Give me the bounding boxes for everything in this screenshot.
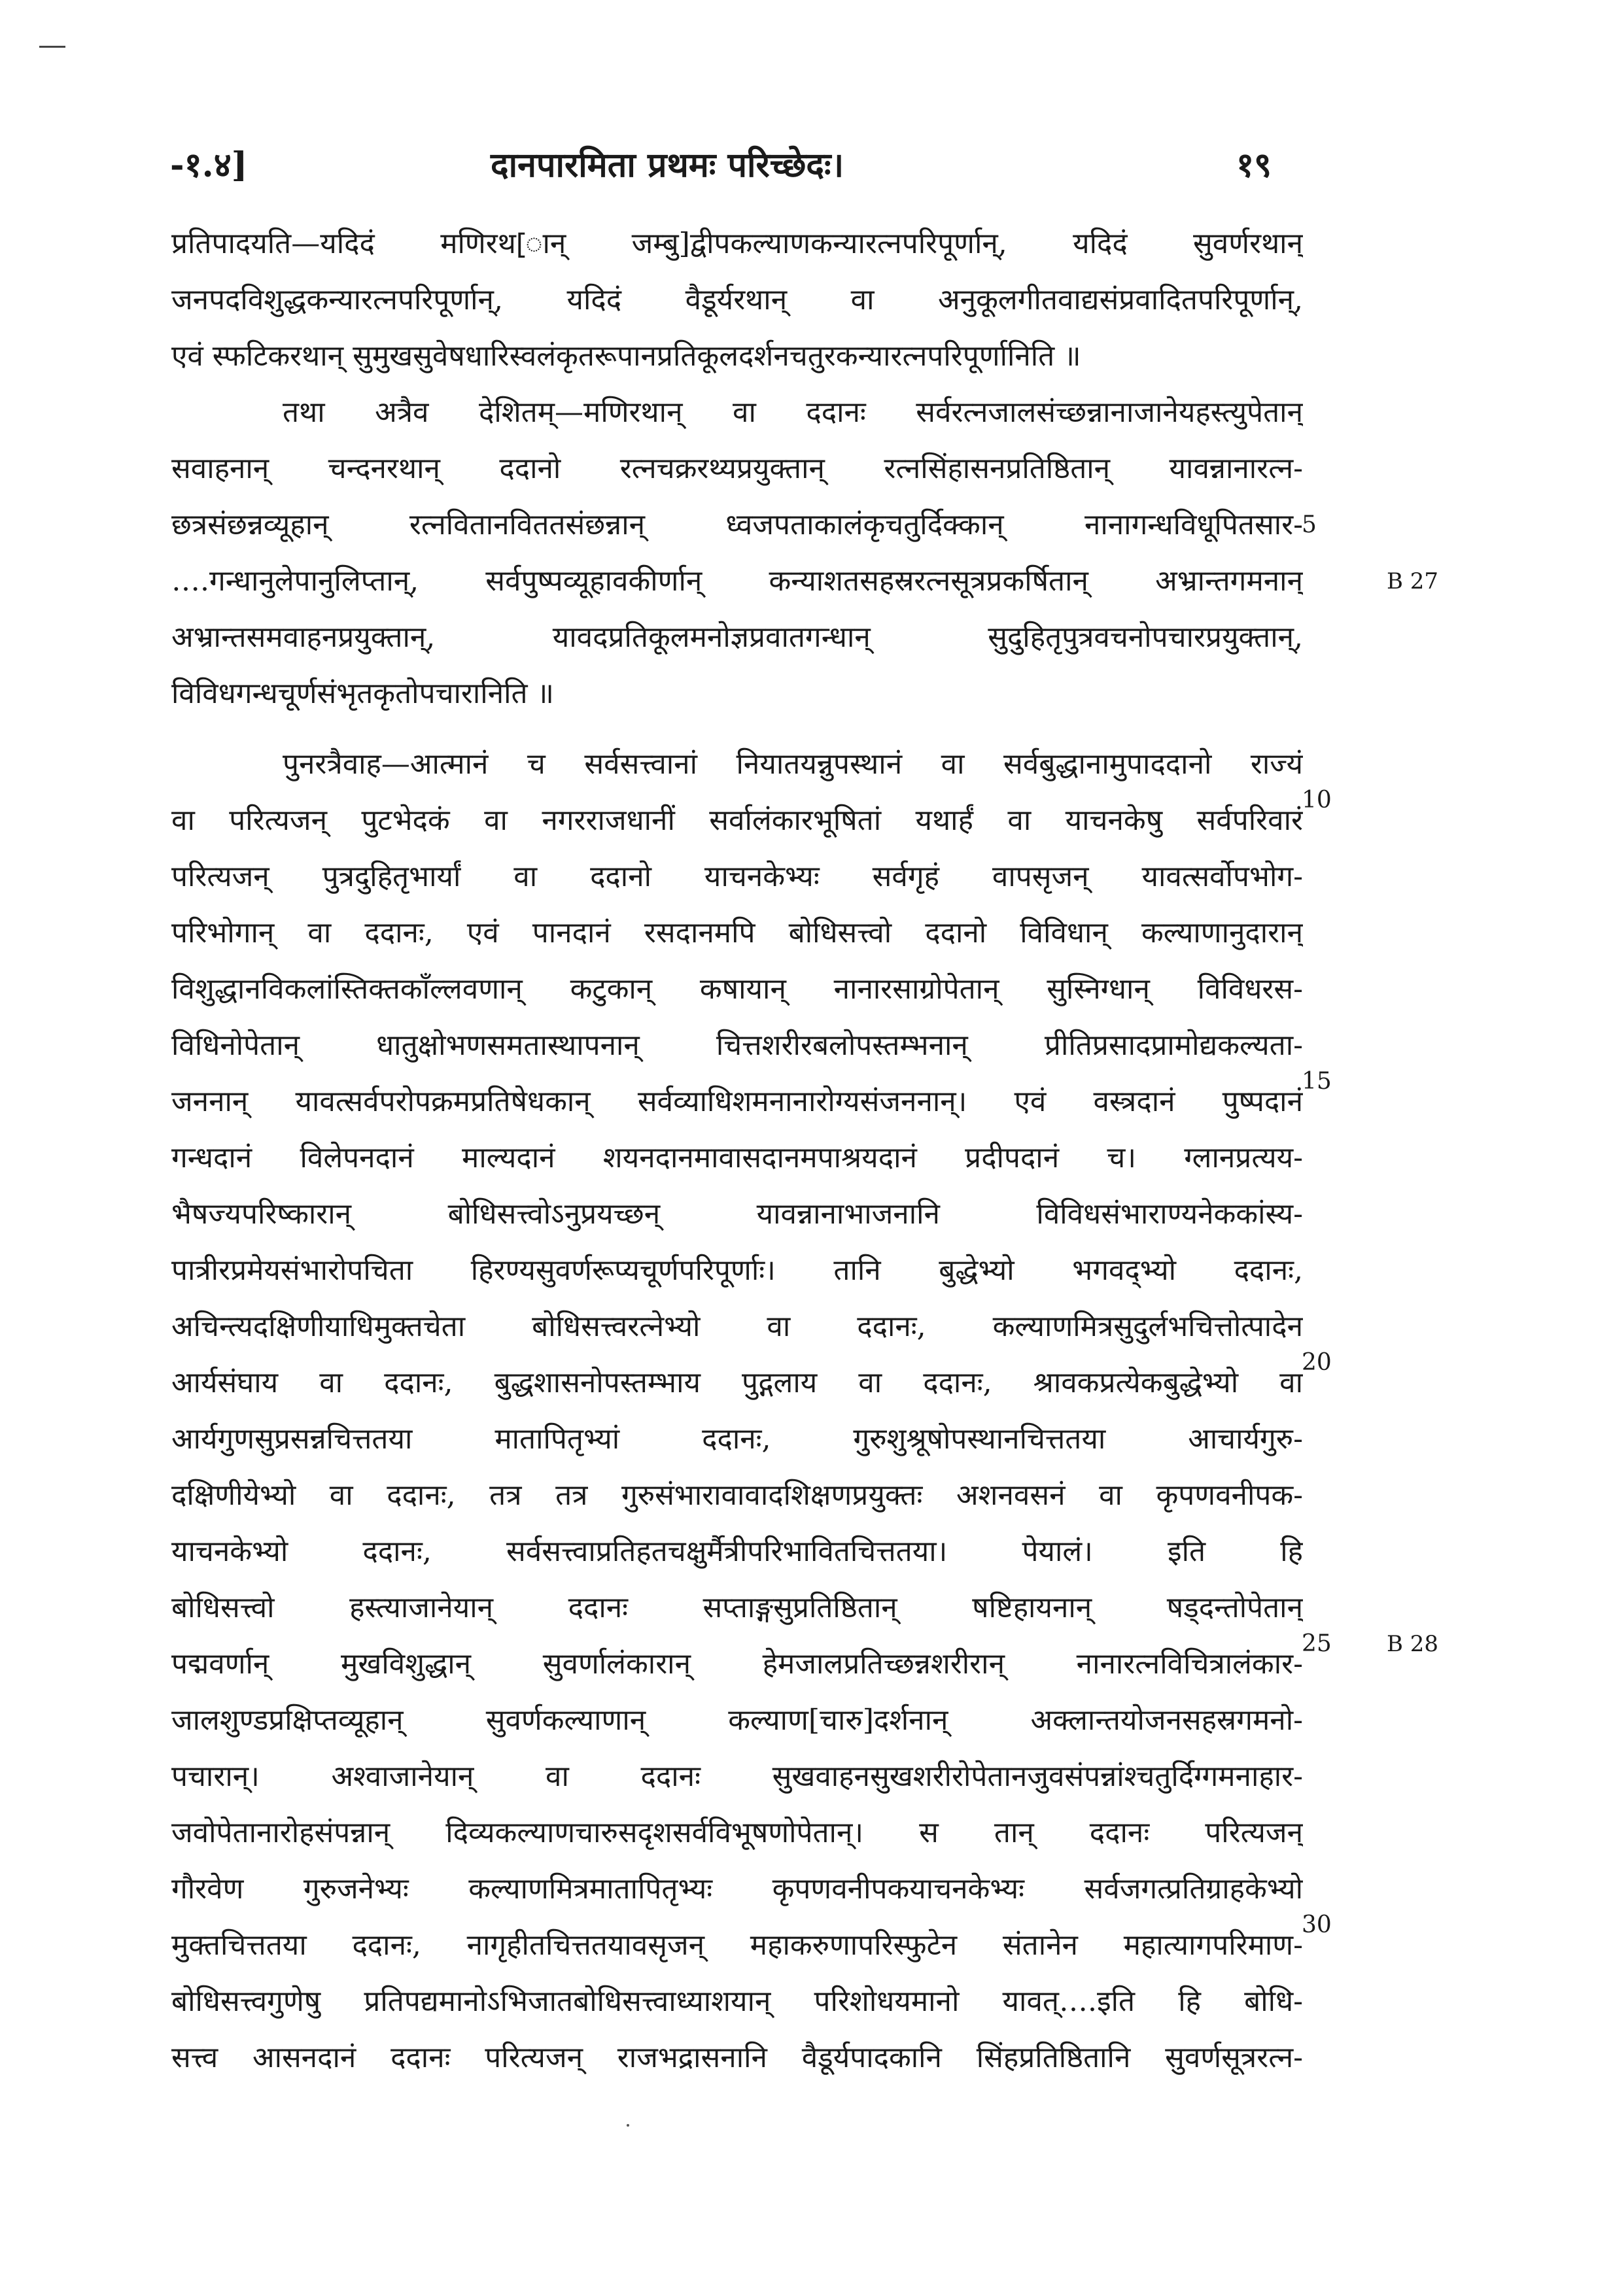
text-line: जननान् यावत्सर्वपरोपक्रमप्रतिषेधकान् सर्वव्याधिशमनानारोग्यसंजननान्। एवं वस्त्रदानं पुष्पदानं <box>171 1085 1303 1118</box>
text-line: मुक्तचित्ततया ददानः, नागृहीतचित्ततयावसृजन् महाकरुणापरिस्फुटेन संतानेन महात्यागपरिमाण- <box>171 1928 1303 1962</box>
text-line: गन्धदानं विलेपनदानं माल्यदानं शयनदानमावासदानमपाश्रयदानं प्रदीपदानं च। ग्लानप्रत्यय- <box>171 1141 1303 1174</box>
paragraph <box>171 736 1303 2086</box>
line-number: 15 <box>1302 1068 1332 1095</box>
body-text <box>171 216 1303 2086</box>
text-line: एवं स्फटिकरथान् सुमुखसुवेषधारिस्वलंकृतरूपानप्रतिकूलदर्शनचतुरकन्यारत्नपरिपूर्णानिति ॥ <box>171 339 1081 373</box>
text-line: भैषज्यपरिष्कारान् बोधिसत्त्वोऽनुप्रयच्छन् यावन्नानाभाजनानि विविधसंभाराण्यनेककांस्य- <box>171 1197 1303 1231</box>
text-line: विविधगन्धचूर्णसंभृतकृतोपचारानिति ॥ <box>171 677 554 710</box>
text-line: परिभोगान् वा ददानः, एवं पानदानं रसदानमपि बोधिसत्त्वो ददानो विविधान् कल्याणानुदारान् <box>171 916 1303 950</box>
text-line: वा परित्यजन् पुटभेदकं वा नगरराजधानीं सर्वालंकारभूषितां यथार्हं वा याचनकेषु सर्वपरिवारं <box>171 804 1303 837</box>
text-line: ….गन्धानुलेपानुलिप्तान्, सर्वपुष्पव्यूहावकीर्णान् कन्याशतसहस्ररत्नसूत्रप्रकर्षितान् अभ्रान्तगमनान् <box>171 564 1303 598</box>
paragraph <box>171 216 1303 385</box>
page-number: १९ <box>1236 145 1272 185</box>
text-line: परित्यजन् पुत्रदुहितृभार्यां वा ददानो याचनकेभ्यः सर्वगृहं वापसृजन् यावत्सर्वोपभोग- <box>171 860 1303 893</box>
text-line: जवोपेतानारोहसंपन्नान् दिव्यकल्याणचारुसदृशसर्वविभूषणोपेतान्। स तान् ददानः परित्यजन् <box>171 1816 1303 1849</box>
text-line: प्रतिपादयति—यदिदं मणिरथ[ान् जम्बु]द्वीपकल्याणकन्यारत्नपरिपूर्णान्, यदिदं सुवर्णरथान् <box>171 227 1303 260</box>
speck-mark <box>627 2124 629 2127</box>
text-line: सवाहनान् चन्दनरथान् ददानो रत्नचक्ररथ्यप्रयुक्तान् रत्नसिंहासनप्रतिष्ठितान् यावन्नानारत्न- <box>171 452 1303 485</box>
text-line: जनपदविशुद्धकन्यारत्नपरिपूर्णान्, यदिदं वैडूर्यरथान् वा अनुकूलगीतवाद्यसंप्रवादितपरिपूर्णान्, <box>171 283 1303 317</box>
paragraph <box>171 385 1303 722</box>
text-line: तथा अत्रैव देशितम्—मणिरथान् वा ददानः सर्वरत्नजालसंच्छन्नानाजानेयहस्त्युपेतान् <box>283 396 1303 429</box>
line-number: 20 <box>1302 1349 1332 1376</box>
text-line: जालशुण्डप्रक्षिप्तव्यूहान् सुवर्णकल्याणान् कल्याण[चारु]दर्शनान् अक्लान्तयोजनसहस्रगमनो- <box>171 1704 1303 1737</box>
text-line: बोधिसत्त्वो हस्त्याजानेयान् ददानः सप्ताङ्गसुप्रतिष्ठितान् षष्टिहायनान् षड्दन्तोपेतान् <box>171 1591 1303 1624</box>
text-line: पुनरत्रैवाह—आत्मानं च सर्वसत्त्वानां नियातयन्नुपस्थानं वा सर्वबुद्धानामुपाददानो राज्यं <box>283 747 1303 781</box>
section-number: -१.४] <box>170 145 248 185</box>
text-line: आर्यगुणसुप्रसन्नचित्ततया मातापितृभ्यां ददानः, गुरुशुश्रूषोपस्थानचित्ततया आचार्यगुरु- <box>171 1422 1303 1456</box>
line-number: 5 <box>1302 511 1317 538</box>
text-line: छत्रसंछन्नव्यूहान् रत्नवितानविततसंछन्नान् ध्वजपताकालंकृचतुर्दिक्कान् नानागन्धविधूपितसार- <box>171 508 1303 541</box>
text-line: पचारान्। अश्वाजानेयान् वा ददानः सुखवाहनसुखशरीरोपेतानजुवसंपन्नांश्चतुर्दिग्गमनाहार- <box>171 1760 1303 1793</box>
line-number: 30 <box>1302 1911 1332 1938</box>
corner-mark <box>39 46 65 48</box>
running-title: दानपारमिता प्रथमः परिच्छेदः। <box>491 145 844 185</box>
text-line: याचनकेभ्यो ददानः, सर्वसत्त्वाप्रतिहतचक्षुर्मैत्रीपरिभावितचित्ततया। पेयालं। इति हि <box>171 1535 1303 1568</box>
line-number: 10 <box>1302 787 1332 814</box>
text-line: अभ्रान्तसमवाहनप्रयुक्तान्, यावदप्रतिकूलमनोज्ञप्रवातगन्धान् सुदुहितृपुत्रवचनोपचारप्रयुक्तान्, <box>171 621 1303 654</box>
text-line: विधिनोपेतान् धातुक्षोभणसमतास्थापनान् चित्तशरीरबलोपस्तम्भनान् प्रीतिप्रसादप्रामोद्यकल्यता- <box>171 1029 1303 1062</box>
text-line: अचिन्त्यदक्षिणीयाधिमुक्तचेता बोधिसत्त्वरत्नेभ्यो वा ददानः, कल्याणमित्रसुदुर्लभचित्तोत्पादेन <box>171 1310 1303 1343</box>
page-header <box>164 141 1315 193</box>
text-line: गौरवेण गुरुजनेभ्यः कल्याणमित्रमातापितृभ्यः कृपणवनीपकयाचनकेभ्यः सर्वजगत्प्रतिग्राहकेभ्यो <box>171 1872 1303 1906</box>
text-line: आर्यसंघाय वा ददानः, बुद्धशासनोपस्तम्भाय पुद्गलाय वा ददानः, श्रावकप्रत्येकबुद्धेभ्यो वा <box>171 1366 1303 1399</box>
text-line: बोधिसत्त्वगुणेषु प्रतिपद्यमानोऽभिजातबोधिसत्त्वाध्याशयान् परिशोधयमानो यावत्….इति हि बोधि- <box>171 1985 1303 2018</box>
margin-reference: B 28 <box>1387 1631 1439 1657</box>
line-number: 25 <box>1302 1630 1332 1657</box>
text-line: विशुद्धानविकलांस्तिक्तकाँल्लवणान् कटुकान् कषायान् नानारसाग्रोपेतान् सुस्निग्धान् विविधरस- <box>171 972 1303 1006</box>
text-line: सत्त्व आसनदानं ददानः परित्यजन् राजभद्रासनानि वैडूर्यपादकानि सिंहप्रतिष्ठितानि सुवर्णसूत्ररत्न- <box>171 2041 1303 2074</box>
text-line: दक्षिणीयेभ्यो वा ददानः, तत्र तत्र गुरुसंभारावावादशिक्षणप्रयुक्तः अशनवसनं वा कृपणवनीपक- <box>171 1479 1303 1512</box>
text-line: पद्मवर्णान् मुखविशुद्धान् सुवर्णालंकारान् हेमजालप्रतिच्छन्नशरीरान् नानारत्नविचित्रालंकार- <box>171 1647 1303 1681</box>
margin-reference: B 27 <box>1387 568 1439 594</box>
text-line: पात्रीरप्रमेयसंभारोपचिता हिरण्यसुवर्णरूप्यचूर्णपरिपूर्णाः। तानि बुद्धेभ्यो भगवद्भ्यो ददानः, <box>171 1254 1303 1287</box>
